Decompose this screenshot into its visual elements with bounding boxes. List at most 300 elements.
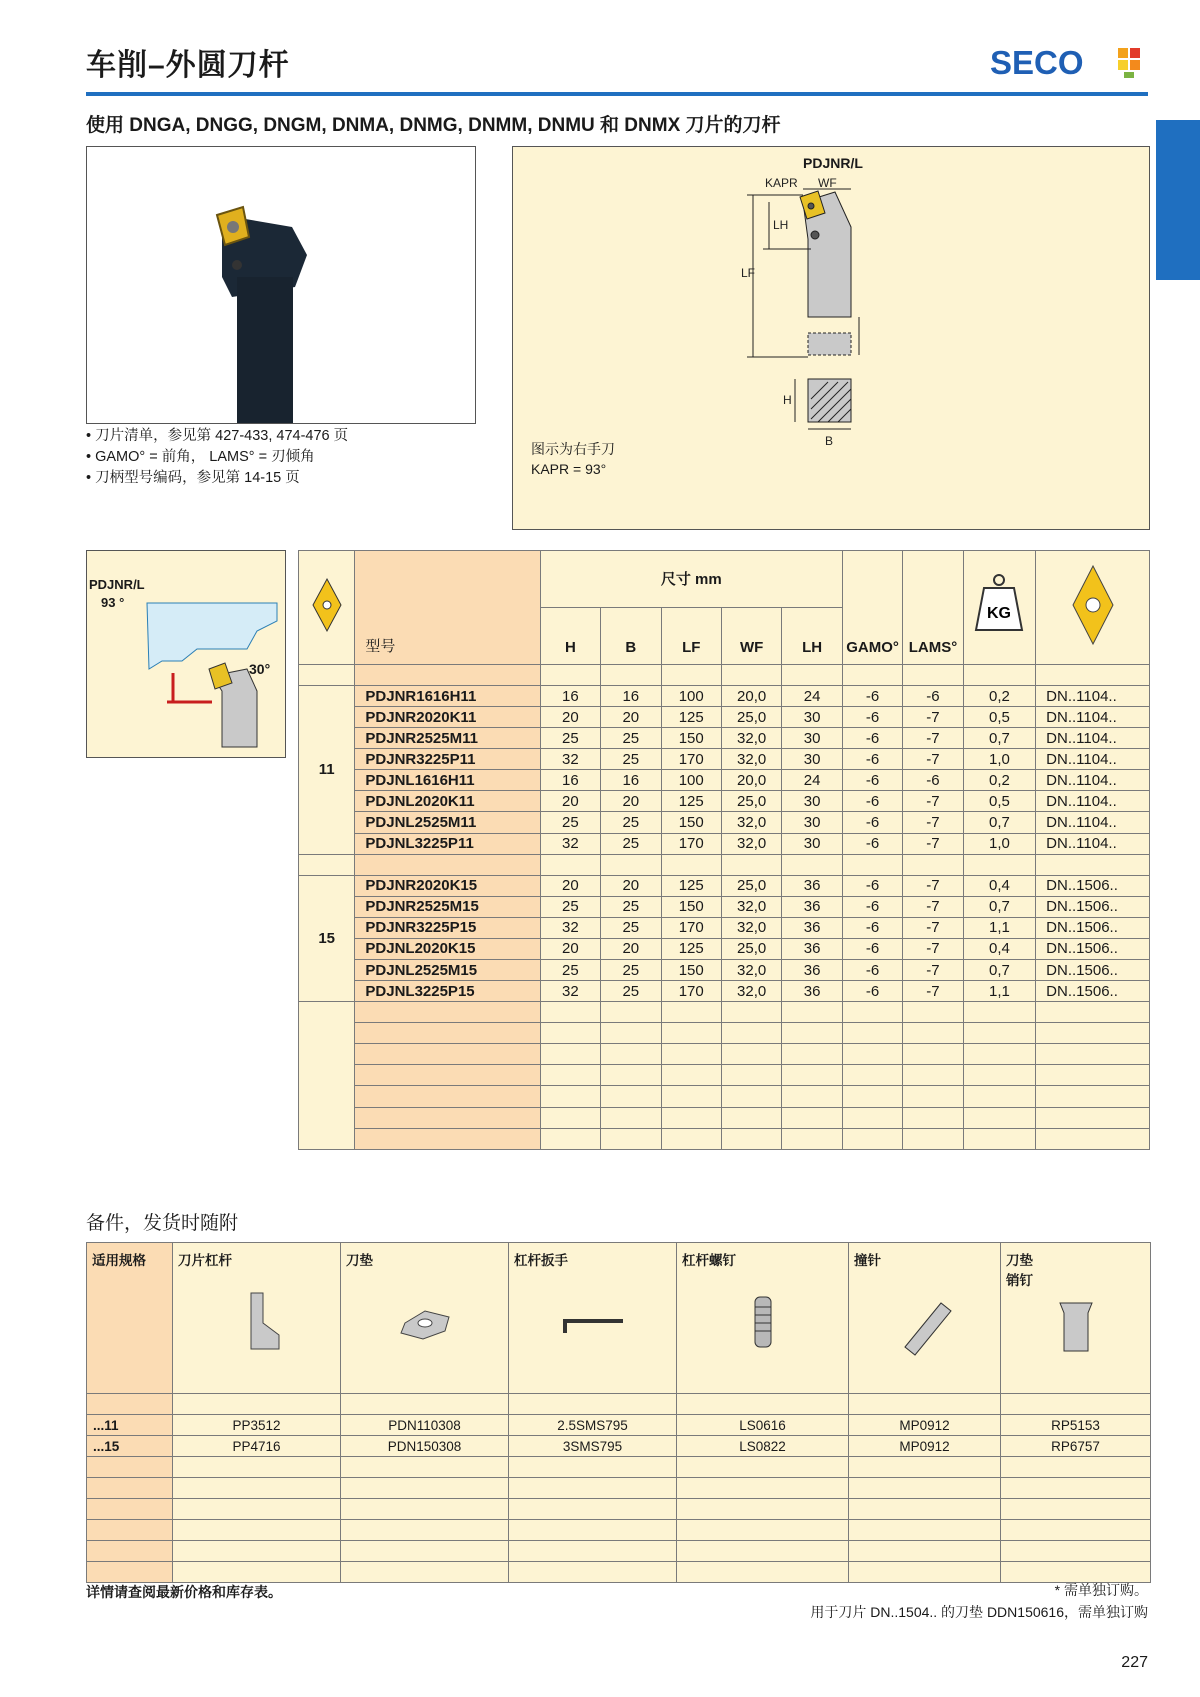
- table-cell: 30: [782, 749, 842, 770]
- table-cell: -6: [842, 896, 902, 917]
- empty-cell: [782, 1107, 842, 1128]
- table-cell: 32,0: [721, 917, 781, 938]
- notes-list: [86, 426, 348, 489]
- model-cell: PDJNR1616H11: [355, 685, 540, 706]
- empty-cell: [903, 1065, 963, 1086]
- insert-size-icon-cell: [299, 551, 355, 665]
- accessory-cell: [173, 1541, 341, 1562]
- footer-note-1: * 需单独订购。: [1054, 1582, 1148, 1598]
- model-cell: PDJNR2020K11: [355, 707, 540, 728]
- insert-code-cell: DN..1506..: [1036, 875, 1150, 896]
- model-cell: PDJNR3225P11: [355, 749, 540, 770]
- empty-cell: [1036, 1065, 1150, 1086]
- table-cell: -7: [903, 981, 963, 1002]
- table-cell: -7: [903, 707, 963, 728]
- table-cell: 16: [540, 685, 600, 706]
- acc-header-shim-pin-label: 刀垫 销钉: [1006, 1253, 1033, 1288]
- spacer-cell: [721, 664, 781, 685]
- table-cell: -6: [842, 875, 902, 896]
- model-cell: PDJNL2020K15: [355, 938, 540, 959]
- accessory-size-cell: [87, 1457, 173, 1478]
- table-row: [299, 981, 1150, 1002]
- empty-cell: [540, 1065, 600, 1086]
- empty-cell: [903, 1086, 963, 1107]
- table-cell: 0,2: [963, 685, 1036, 706]
- table-row: [299, 728, 1150, 749]
- accessory-size-cell: [87, 1499, 173, 1520]
- table-cell: 0,7: [963, 728, 1036, 749]
- accessory-cell: [849, 1457, 1001, 1478]
- empty-cell: [903, 1002, 963, 1023]
- empty-cell: [661, 1044, 721, 1065]
- table-cell: 25: [601, 917, 661, 938]
- spacer-cell: [842, 854, 902, 875]
- model-cell: PDJNR2525M11: [355, 728, 540, 749]
- table-cell: 32,0: [721, 896, 781, 917]
- accessory-cell: PDN150308: [341, 1436, 509, 1457]
- empty-cell: [661, 1107, 721, 1128]
- table-cell: 125: [661, 875, 721, 896]
- accessory-cell: [1001, 1478, 1151, 1499]
- empty-cell: [601, 1002, 661, 1023]
- table-cell: 20,0: [721, 770, 781, 791]
- table-cell: 170: [661, 917, 721, 938]
- accessory-size-cell: ...11: [87, 1415, 173, 1436]
- accessory-cell: [1001, 1457, 1151, 1478]
- table-row: [299, 685, 1150, 706]
- col-b: B: [601, 607, 661, 664]
- table-cell: 100: [661, 770, 721, 791]
- model-cell: PDJNL3225P15: [355, 981, 540, 1002]
- table-cell: 1,0: [963, 833, 1036, 854]
- spacer-cell: [601, 664, 661, 685]
- accessory-cell: [173, 1562, 341, 1583]
- empty-cell: [721, 1002, 781, 1023]
- table-cell: 0,4: [963, 938, 1036, 959]
- model-cell: PDJNR2525M15: [355, 896, 540, 917]
- spacer-cell: [299, 664, 355, 685]
- empty-cell: [903, 1044, 963, 1065]
- empty-cell: [661, 1002, 721, 1023]
- table-cell: 20: [540, 707, 600, 728]
- accessory-cell: [509, 1520, 677, 1541]
- drawing-caption-1: 图示为右手刀: [531, 441, 615, 457]
- acc-header-lever: [173, 1243, 341, 1394]
- label-lh: LH: [773, 218, 789, 232]
- empty-row: [87, 1457, 1151, 1478]
- accessory-cell: [677, 1499, 849, 1520]
- table-cell: 25,0: [721, 938, 781, 959]
- accessory-cell: [677, 1394, 849, 1415]
- label-lf: LF: [741, 266, 756, 280]
- empty-cell: [903, 1128, 963, 1149]
- table-cell: 125: [661, 791, 721, 812]
- accessory-size-cell: [87, 1394, 173, 1415]
- table-row: [299, 707, 1150, 728]
- table-cell: -6: [903, 770, 963, 791]
- accessory-row: [87, 1415, 1151, 1436]
- shim-icon: [375, 1283, 475, 1363]
- table-cell: -6: [903, 685, 963, 706]
- spacer-cell: [1036, 664, 1150, 685]
- col-h: H: [540, 607, 600, 664]
- table-cell: 36: [782, 938, 842, 959]
- accessory-cell: [509, 1562, 677, 1583]
- table-cell: -7: [903, 791, 963, 812]
- empty-cell: [721, 1044, 781, 1065]
- table-cell: -7: [903, 938, 963, 959]
- accessories-table: [86, 1242, 1151, 1583]
- table-cell: 32,0: [721, 959, 781, 980]
- table-cell: -6: [842, 770, 902, 791]
- table-cell: 25,0: [721, 707, 781, 728]
- note-item: • 刀片清单，参见第 427-433, 474-476 页: [86, 426, 348, 447]
- empty-cell: [1036, 1128, 1150, 1149]
- section-tab: [1156, 120, 1200, 280]
- table-cell: 36: [782, 917, 842, 938]
- accessory-cell: [509, 1457, 677, 1478]
- table-cell: 150: [661, 728, 721, 749]
- spacer-cell: [1036, 854, 1150, 875]
- accessory-cell: [1001, 1541, 1151, 1562]
- table-cell: 0,7: [963, 896, 1036, 917]
- table-cell: 20: [601, 875, 661, 896]
- accessory-cell: MP0912: [849, 1415, 1001, 1436]
- small-diagram-angle: 93 °: [101, 595, 125, 610]
- accessory-cell: [509, 1541, 677, 1562]
- empty-cell: [782, 1044, 842, 1065]
- table-cell: 0,5: [963, 791, 1036, 812]
- empty-cell: [721, 1065, 781, 1086]
- accessory-size-cell: ...15: [87, 1436, 173, 1457]
- table-cell: 36: [782, 896, 842, 917]
- accessory-cell: RP6757: [1001, 1436, 1151, 1457]
- acc-header-pin-label: 撞针: [854, 1253, 881, 1268]
- accessory-cell: RP5153: [1001, 1415, 1151, 1436]
- technical-drawing: [512, 146, 1150, 530]
- empty-cell: [782, 1065, 842, 1086]
- empty-cell: [782, 1023, 842, 1044]
- accessory-cell: [677, 1520, 849, 1541]
- accessory-cell: [677, 1562, 849, 1583]
- empty-cell: [355, 1086, 540, 1107]
- empty-cell: [540, 1086, 600, 1107]
- table-cell: 150: [661, 959, 721, 980]
- table-row: [299, 875, 1150, 896]
- acc-header-shim: [341, 1243, 509, 1394]
- table-cell: 25: [601, 728, 661, 749]
- accessory-cell: [173, 1394, 341, 1415]
- table-cell: -6: [842, 728, 902, 749]
- accessory-cell: [173, 1520, 341, 1541]
- acc-header-screw-label: 杠杆螺钉: [682, 1253, 736, 1268]
- product-photo: [86, 146, 476, 424]
- empty-cell: [601, 1107, 661, 1128]
- screw-icon: [713, 1283, 813, 1363]
- table-cell: 20: [540, 875, 600, 896]
- table-cell: 24: [782, 770, 842, 791]
- insert-size-cell: 11: [299, 685, 355, 854]
- table-row: [299, 833, 1150, 854]
- insert-code-cell: DN..1506..: [1036, 896, 1150, 917]
- approach-angle-diagram: [86, 550, 286, 758]
- table-cell: 20: [540, 938, 600, 959]
- empty-cell: [963, 1023, 1036, 1044]
- label-b: B: [825, 434, 834, 448]
- empty-cell: [721, 1023, 781, 1044]
- empty-row: [87, 1478, 1151, 1499]
- insert-code-cell: DN..1506..: [1036, 959, 1150, 980]
- table-cell: 1,0: [963, 749, 1036, 770]
- empty-cell: [1036, 1086, 1150, 1107]
- lever-icon: [207, 1283, 307, 1363]
- empty-cell: [1036, 1002, 1150, 1023]
- note-item: • GAMO° = 前角， LAMS° = 刃倾角: [86, 447, 348, 468]
- footer-note: 详情请查阅最新价格和库存表。: [86, 1584, 282, 1600]
- empty-cell: [355, 1107, 540, 1128]
- empty-cell: [842, 1065, 902, 1086]
- empty-cell: [601, 1065, 661, 1086]
- spacer-cell: [540, 664, 600, 685]
- spacer-cell: [355, 854, 540, 875]
- accessory-size-cell: [87, 1520, 173, 1541]
- empty-cell: [842, 1023, 902, 1044]
- table-cell: -6: [842, 917, 902, 938]
- accessory-cell: [849, 1394, 1001, 1415]
- table-cell: 125: [661, 938, 721, 959]
- acc-header-lever-label: 刀片杠杆: [178, 1253, 232, 1268]
- table-cell: -7: [903, 917, 963, 938]
- accessory-cell: [341, 1499, 509, 1520]
- table-cell: 30: [782, 833, 842, 854]
- accessory-cell: [341, 1457, 509, 1478]
- empty-cell: [721, 1128, 781, 1149]
- table-row: [299, 896, 1150, 917]
- model-cell: PDJNR2020K15: [355, 875, 540, 896]
- header-rule: [86, 92, 1148, 96]
- pin-icon: [875, 1283, 975, 1363]
- table-cell: 25: [601, 749, 661, 770]
- table-row: [299, 770, 1150, 791]
- insert-code-cell: DN..1104..: [1036, 728, 1150, 749]
- accessory-size-cell: [87, 1541, 173, 1562]
- table-cell: -6: [842, 959, 902, 980]
- table-cell: 25,0: [721, 791, 781, 812]
- accessory-cell: [173, 1457, 341, 1478]
- spacer-cell: [782, 664, 842, 685]
- spacer-cell: [540, 854, 600, 875]
- accessory-cell: [341, 1478, 509, 1499]
- table-cell: 30: [782, 728, 842, 749]
- table-cell: 16: [601, 770, 661, 791]
- empty-cell: [842, 1044, 902, 1065]
- empty-cell: [601, 1086, 661, 1107]
- table-cell: 32,0: [721, 833, 781, 854]
- holder-table: [298, 550, 1150, 1150]
- table-cell: 1,1: [963, 981, 1036, 1002]
- acc-header-screw: [677, 1243, 849, 1394]
- accessory-cell: [341, 1541, 509, 1562]
- accessory-cell: [849, 1541, 1001, 1562]
- model-cell: PDJNL2020K11: [355, 791, 540, 812]
- table-cell: 25: [601, 833, 661, 854]
- empty-cell: [661, 1023, 721, 1044]
- table-cell: 25: [601, 812, 661, 833]
- empty-cell: [963, 1065, 1036, 1086]
- table-cell: 30: [782, 707, 842, 728]
- accessory-cell: 2.5SMS795: [509, 1415, 677, 1436]
- table-row: [299, 749, 1150, 770]
- empty-cell: [540, 1023, 600, 1044]
- table-cell: 0,4: [963, 875, 1036, 896]
- spacer-cell: [601, 854, 661, 875]
- empty-cell: [540, 1107, 600, 1128]
- table-cell: 32,0: [721, 749, 781, 770]
- insert-code-cell: DN..1104..: [1036, 833, 1150, 854]
- table-cell: 170: [661, 833, 721, 854]
- table-cell: -7: [903, 749, 963, 770]
- model-cell: PDJNL2525M15: [355, 959, 540, 980]
- table-cell: -6: [842, 981, 902, 1002]
- table-cell: 32: [540, 749, 600, 770]
- table-cell: 0,5: [963, 707, 1036, 728]
- empty-cell: [721, 1086, 781, 1107]
- table-cell: 32,0: [721, 981, 781, 1002]
- accessory-cell: [849, 1478, 1001, 1499]
- accessory-row: [87, 1436, 1151, 1457]
- empty-cell: [963, 1002, 1036, 1023]
- page-title: 车削–外圆刀杆: [86, 49, 290, 82]
- model-cell: PDJNR3225P15: [355, 917, 540, 938]
- empty-cell: [963, 1044, 1036, 1065]
- accessory-cell: [1001, 1499, 1151, 1520]
- small-diagram-angle2: 30°: [249, 661, 271, 677]
- table-cell: 0,7: [963, 812, 1036, 833]
- insert-size-cell: 15: [299, 875, 355, 1001]
- table-row: [299, 938, 1150, 959]
- empty-cell: [721, 1107, 781, 1128]
- insert-code-cell: DN..1506..: [1036, 938, 1150, 959]
- table-cell: 0,2: [963, 770, 1036, 791]
- spacer-cell: [903, 664, 963, 685]
- drawing-title: PDJNR/L: [803, 155, 863, 171]
- col-lams: LAMS°: [903, 551, 963, 665]
- table-cell: 32,0: [721, 728, 781, 749]
- acc-header-size: 适用规格: [87, 1243, 173, 1394]
- note-item: • 刀柄型号编码，参见第 14-15 页: [86, 468, 348, 489]
- empty-cell: [1036, 1107, 1150, 1128]
- model-header: 型号: [355, 551, 540, 665]
- table-row: [299, 917, 1150, 938]
- spacer-cell: [661, 664, 721, 685]
- accessory-cell: [677, 1457, 849, 1478]
- accessory-cell: [677, 1478, 849, 1499]
- table-cell: 36: [782, 981, 842, 1002]
- model-cell: PDJNL2525M11: [355, 812, 540, 833]
- empty-cell: [540, 1002, 600, 1023]
- table-cell: 32,0: [721, 812, 781, 833]
- accessory-cell: [1001, 1520, 1151, 1541]
- logo-text: SECO: [990, 44, 1084, 80]
- insert-code-cell: DN..1104..: [1036, 707, 1150, 728]
- table-cell: 25: [540, 812, 600, 833]
- accessory-cell: [849, 1499, 1001, 1520]
- acc-header-pin: [849, 1243, 1001, 1394]
- col-lf: LF: [661, 607, 721, 664]
- accessory-cell: [173, 1499, 341, 1520]
- table-cell: -7: [903, 896, 963, 917]
- empty-cell: [540, 1044, 600, 1065]
- kg-label: KG: [987, 605, 1012, 623]
- table-row: [299, 959, 1150, 980]
- empty-cell: [355, 1128, 540, 1149]
- insert-code-cell: DN..1104..: [1036, 749, 1150, 770]
- table-cell: 25: [540, 896, 600, 917]
- table-cell: 0,7: [963, 959, 1036, 980]
- table-cell: 20: [601, 791, 661, 812]
- empty-cell: [903, 1023, 963, 1044]
- table-cell: 16: [601, 685, 661, 706]
- table-cell: 30: [782, 791, 842, 812]
- insert-code-cell: DN..1104..: [1036, 791, 1150, 812]
- empty-cell: [842, 1086, 902, 1107]
- col-wf: WF: [721, 607, 781, 664]
- empty-cell: [842, 1107, 902, 1128]
- dims-header: 尺寸 mm: [540, 551, 842, 608]
- seco-logo: [990, 44, 1150, 80]
- spacer-cell: [721, 854, 781, 875]
- table-cell: 24: [782, 685, 842, 706]
- table-cell: 16: [540, 770, 600, 791]
- empty-cell: [963, 1128, 1036, 1149]
- accessory-cell: LS0822: [677, 1436, 849, 1457]
- small-diagram-title: PDJNR/L: [89, 577, 145, 592]
- accessory-cell: [173, 1478, 341, 1499]
- accessory-cell: [509, 1478, 677, 1499]
- acc-header-shim-pin: [1001, 1243, 1151, 1394]
- accessory-cell: [677, 1541, 849, 1562]
- empty-cell: [963, 1107, 1036, 1128]
- label-h: H: [783, 393, 792, 407]
- empty-cell: [963, 1086, 1036, 1107]
- empty-cell: [842, 1002, 902, 1023]
- empty-cell: [355, 1044, 540, 1065]
- accessory-size-cell: [87, 1562, 173, 1583]
- accessory-cell: PDN110308: [341, 1415, 509, 1436]
- table-cell: 1,1: [963, 917, 1036, 938]
- table-cell: 32: [540, 981, 600, 1002]
- table-cell: 32: [540, 833, 600, 854]
- table-row: [299, 812, 1150, 833]
- accessory-cell: LS0616: [677, 1415, 849, 1436]
- table-cell: 25,0: [721, 875, 781, 896]
- table-cell: 25: [601, 959, 661, 980]
- spacer-cell: [903, 854, 963, 875]
- empty-cell: [903, 1107, 963, 1128]
- empty-cell: [355, 1065, 540, 1086]
- table-cell: 170: [661, 749, 721, 770]
- accessory-size-cell: [87, 1478, 173, 1499]
- spacer-cell: [963, 854, 1036, 875]
- empty-cell: [601, 1128, 661, 1149]
- model-cell: PDJNL3225P11: [355, 833, 540, 854]
- table-cell: 32: [540, 917, 600, 938]
- table-cell: -6: [842, 749, 902, 770]
- label-wf: WF: [818, 176, 837, 190]
- table-cell: 150: [661, 896, 721, 917]
- accessory-cell: [341, 1562, 509, 1583]
- table-cell: 36: [782, 959, 842, 980]
